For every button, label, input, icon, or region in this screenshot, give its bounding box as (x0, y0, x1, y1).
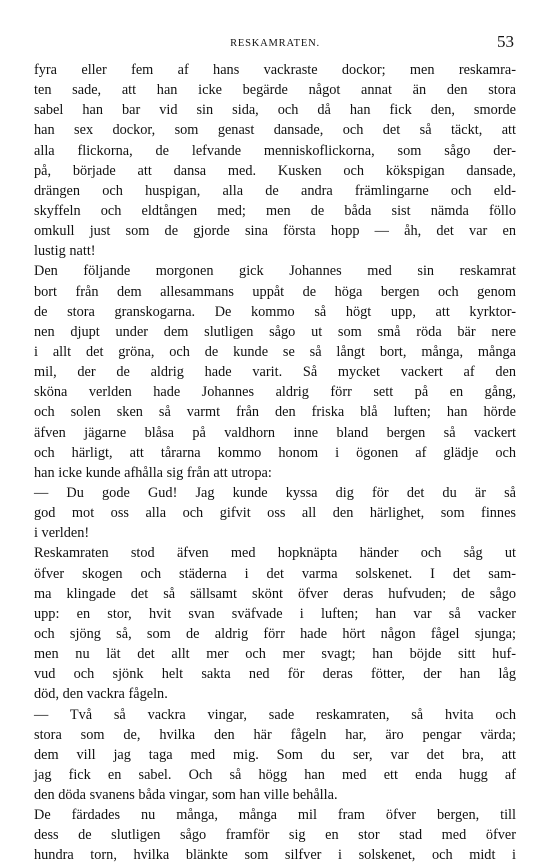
text-line: bort från dem allesammans uppåt de höga bergen och genom (34, 283, 516, 300)
page-header (34, 34, 516, 58)
text-line: ma klingade det så sällsamt skönt öfver deras hufvuden; de sågo (34, 585, 516, 602)
text-line: omkull just som de gjorde sina första hopp — åh, det var en (34, 223, 516, 240)
text-line: Reskamraten stod äfven med hopknäpta händer och såg ut (34, 545, 516, 562)
text-line: ten sade, att han icke begärde något annat än den stora (34, 82, 516, 99)
text-line: upp: en stor, hvit svan sväfvade i luften; han var så vacker (34, 605, 516, 622)
text-line: De färdades nu många, många mil fram öfver bergen, till (34, 807, 516, 824)
running-title: RESKAMRATEN. (230, 38, 320, 49)
text-line: öfver skogen och städerna i det varma solskenet. I det sam- (34, 565, 516, 582)
text-line: och sjöng så, som de aldrig förr hade hört någon fågel sjunga; (34, 625, 516, 642)
text-line: han icke kunde afhålla sig från att utropa: (34, 464, 272, 481)
text-line: dess de slutligen sågo framför sig en stor stad med öfver (34, 827, 516, 844)
text-line: nen djupt under dem slutligen sågo ut som små röda bär nere (34, 323, 516, 340)
text-line: och härligt, att tårarna kommo honom i ögonen af glädje och (34, 444, 516, 461)
body-text (34, 60, 516, 866)
text-line: drängen och huspigan, alla de andra främlingarne och eld- (34, 182, 516, 199)
text-line: och solen sken så varmt från den friska blå luften; han hörde (34, 404, 516, 421)
text-line: den döda svanens båda vingar, som han ville behålla. (34, 787, 338, 804)
text-line: jag fick en sabel. Och så högg han med ett enda hugg af (34, 766, 516, 783)
text-line: de stora granskogarna. De kommo så högt upp, att kyrktor- (34, 303, 516, 320)
text-line: död, den vackra fågeln. (34, 686, 168, 703)
text-line: i verlden! (34, 525, 90, 542)
text-line: sköna verlden hade Johannes aldrig förr sett på en gång, (34, 384, 516, 401)
text-line: alla flickorna, de lefvande menniskoflickorna, som sågo der- (34, 142, 516, 159)
text-line: fyra eller fem af hans vackraste dockor; men reskamra- (34, 62, 516, 78)
text-line: Den följande morgonen gick Johannes med sin reskamrat (34, 263, 516, 280)
text-line: mil, der de aldrig hade varit. Så mycket vackert af den (34, 364, 516, 381)
text-line: men nu lät det allt mer och mer svagt; han böjde sitt huf- (34, 646, 516, 663)
text-line: i allt det gröna, och de kunde se så långt bort, många, många (34, 343, 516, 360)
text-line: hundra torn, hvilka blänkte som silfver i solskenet, och midt i (34, 847, 516, 864)
text-line: vud och sjönk helt sakta ned för deras fötter, der han låg (34, 666, 516, 683)
text-line: skyffeln och eldtången med; men de båda sist nämda föllo (34, 202, 516, 219)
text-line: på, började att dansa med. Kusken och kökspigan dansade, (34, 162, 516, 179)
page-number: 53 (497, 32, 514, 51)
text-line: — Två så vackra vingar, sade reskamraten, så hvita och (34, 706, 516, 723)
text-line: — Du gode Gud! Jag kunde kyssa dig för det du är så (34, 484, 516, 501)
text-line: äfven jägarne blåsa på valdhorn inne bland bergen så vackert (34, 424, 516, 441)
text-line: dem vill jag taga med mig. Som du ser, var det bra, att (34, 746, 516, 763)
text-line: lustig natt! (34, 243, 96, 260)
text-line: stora som de, hvilka den här fågeln har, äro pengar värda; (34, 726, 516, 743)
text-line: sabel han bar vid sin sida, och då han fick den, smorde (34, 102, 516, 119)
text-line: god mot oss alla och gifvit oss all den härlighet, som finnes (34, 505, 516, 522)
text-line: han sex dockor, som genast dansade, och det så täckt, att (34, 122, 516, 139)
